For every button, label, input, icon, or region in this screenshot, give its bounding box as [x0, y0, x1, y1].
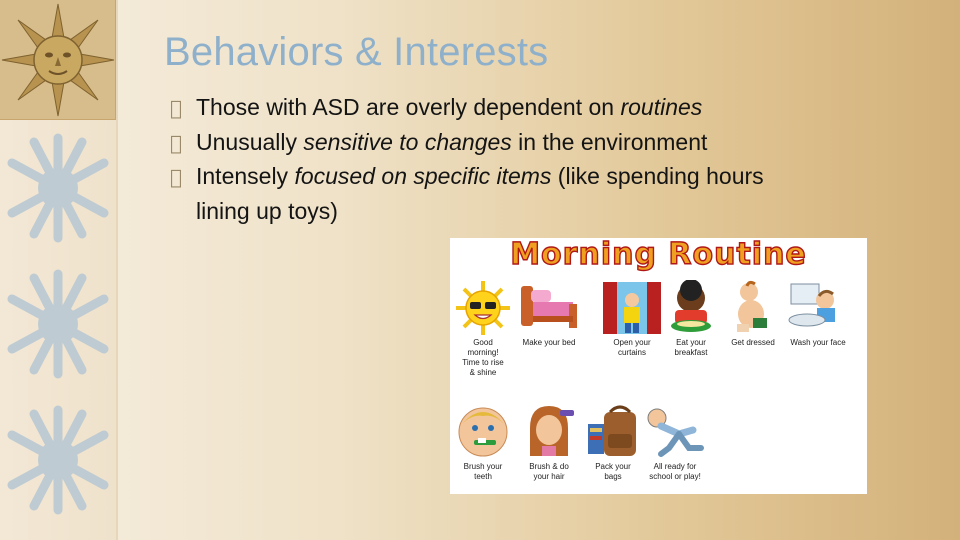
bullet-text: Those with ASD are overly dependent on: [196, 94, 621, 120]
slide-title: Behaviors & Interests: [164, 30, 549, 74]
bullet-glyph: [170, 128, 196, 158]
bullet-text: Intensely: [196, 163, 295, 189]
routine-step-label: Pack your bags: [595, 462, 631, 481]
routine-step: [785, 280, 851, 348]
sun-emblem-tile: [0, 0, 116, 120]
routine-step: [580, 404, 646, 482]
morning-routine-image: [450, 238, 867, 494]
routine-step: [516, 280, 582, 348]
sun-with-sunglasses-icon: [454, 280, 512, 336]
routine-step: [599, 280, 665, 358]
routine-step-label: Get dressed: [731, 338, 775, 347]
bullet-item: [170, 90, 910, 125]
bullet-text: in the environment: [511, 128, 708, 155]
routine-step-label: Open your curtains: [613, 338, 651, 357]
curtains-icon: [601, 280, 663, 336]
routine-step-label: Good morning! Time to rise & shine: [462, 338, 504, 377]
routine-step-label: Brush & do your hair: [529, 462, 569, 481]
child-dressing-icon: [723, 280, 783, 336]
bullet-emphasis: sensitive to changes: [303, 128, 512, 155]
washing-face-icon: [785, 280, 851, 336]
routine-step-label: Wash your face: [790, 338, 846, 347]
bullet-emphasis: focused on specific items: [294, 163, 552, 189]
routine-step-label: All ready for school or play!: [649, 462, 701, 481]
bullet-text: Unusually: [196, 128, 304, 155]
bed-icon: [517, 280, 581, 336]
routine-title: Morning Routine: [510, 237, 807, 272]
bullet-glyph: [170, 93, 196, 123]
bullet-continuation: lining up toys): [196, 197, 338, 224]
snowflake-icon: [6, 404, 110, 516]
bullet-text: (like spending hours: [551, 163, 764, 189]
routine-step: [642, 404, 708, 482]
running-child-icon: [643, 404, 707, 460]
brushing-teeth-icon: [454, 404, 512, 460]
routine-step: [450, 280, 516, 378]
bullet-item: [170, 125, 910, 160]
routine-step-label: Brush your teeth: [463, 462, 503, 481]
routine-step-label: Make your bed: [522, 338, 576, 347]
routine-step: [720, 280, 786, 348]
snowflake-icon: [6, 268, 110, 380]
routine-step: [658, 280, 724, 358]
decorative-left-strip: [0, 0, 118, 540]
routine-step-label: Eat your breakfast: [674, 338, 708, 357]
bullet-emphasis: routines: [620, 94, 703, 120]
bullet-glyph: [170, 162, 196, 192]
brushing-hair-icon: [520, 404, 578, 460]
child-eating-icon: [661, 280, 721, 336]
bullet-list: [170, 90, 910, 228]
backpack-icon: [584, 404, 642, 460]
routine-step: [516, 404, 582, 482]
snowflake-icon: [6, 132, 110, 244]
bullet-item: [170, 159, 910, 228]
routine-step: [450, 404, 516, 482]
sun-face-icon: [0, 0, 116, 120]
